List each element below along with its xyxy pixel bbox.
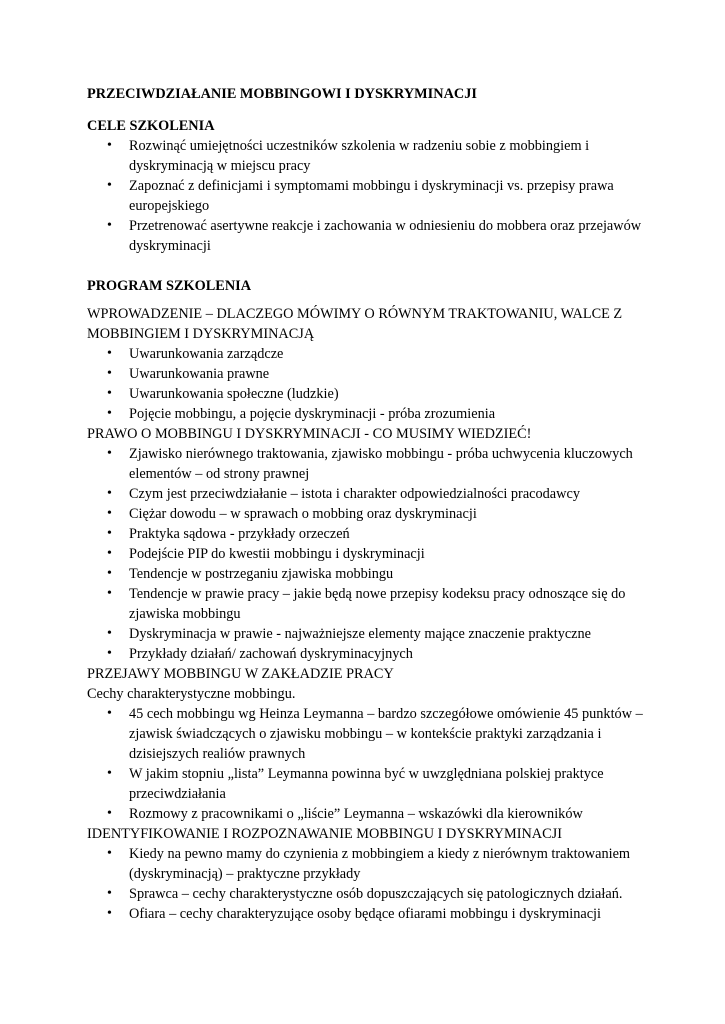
document-title: PRZECIWDZIAŁANIE MOBBINGOWI I DYSKRYMINACJI bbox=[87, 86, 477, 102]
list-item: • Dyskryminacja w prawie - najważniejsze elementy mające znaczenie praktyczne bbox=[87, 624, 657, 644]
section-note-manifestations: Cechy charakterystyczne mobbingu. bbox=[87, 686, 296, 702]
section-title-manifestations: PRZEJAWY MOBBINGU W ZAKŁADZIE PRACY bbox=[87, 666, 394, 682]
introduction-list bbox=[87, 344, 657, 424]
list-item: • Podejście PIP do kwestii mobbingu i dyskryminacji bbox=[87, 544, 657, 564]
list-item: • W jakim stopniu „lista” Leymanna powinna być w uwzględniana polskiej praktyce przeciwdziałania bbox=[87, 764, 657, 804]
list-item: • Rozmowy z pracownikami o „liście” Leymanna – wskazówki dla kierowników bbox=[87, 804, 657, 824]
list-item: • Uwarunkowania prawne bbox=[87, 364, 657, 384]
law-list bbox=[87, 444, 657, 664]
list-item: • Uwarunkowania społeczne (ludzkie) bbox=[87, 384, 657, 404]
list-item: • Uwarunkowania zarządcze bbox=[87, 344, 657, 364]
list-item: • 45 cech mobbingu wg Heinza Leymanna – bardzo szczegółowe omówienie 45 punktów – zjawisk świadczących o zjawisku mobbingu – w kontekście praktyki zarządzania i dzisiejszych realiów prawnych bbox=[87, 704, 657, 764]
list-item: • Ciężar dowodu – w sprawach o mobbing oraz dyskryminacji bbox=[87, 504, 657, 524]
list-item: • Tendencje w prawie pracy – jakie będą nowe przepisy kodeksu pracy odnoszące się do zjawiska mobbingu bbox=[87, 584, 657, 624]
goals-heading: CELE SZKOLENIA bbox=[87, 118, 215, 134]
program-heading: PROGRAM SZKOLENIA bbox=[87, 278, 252, 294]
list-item: • Rozwinąć umiejętności uczestników szkolenia w radzeniu sobie z mobbingiem i dyskryminacją w miejscu pracy bbox=[87, 136, 657, 176]
list-item: • Kiedy na pewno mamy do czynienia z mobbingiem a kiedy z nierównym traktowaniem (dyskryminacją) – praktyczne przykłady bbox=[87, 844, 657, 884]
goals-list bbox=[87, 136, 657, 256]
list-item: • Sprawca – cechy charakterystyczne osób dopuszczających się patologicznych działań. bbox=[87, 884, 657, 904]
list-item: • Ofiara – cechy charakteryzujące osoby będące ofiarami mobbingu i dyskryminacji bbox=[87, 904, 657, 924]
section-title-law: PRAWO O MOBBINGU I DYSKRYMINACJI - CO MUSIMY WIEDZIEĆ! bbox=[87, 426, 532, 442]
list-item: • Tendencje w postrzeganiu zjawiska mobbingu bbox=[87, 564, 657, 584]
list-item: • Praktyka sądowa - przykłady orzeczeń bbox=[87, 524, 657, 544]
identification-list bbox=[87, 844, 657, 924]
manifestations-list bbox=[87, 704, 657, 824]
document-page bbox=[87, 84, 657, 924]
section-title-introduction: WPROWADZENIE – DLACZEGO MÓWIMY O RÓWNYM TRAKTOWANIU, WALCE Z MOBBINGIEM I DYSKRYMINACJĄ bbox=[87, 306, 623, 342]
section-title-identification: IDENTYFIKOWANIE I ROZPOZNAWANIE MOBBINGU I DYSKRYMINACJI bbox=[87, 826, 562, 842]
list-item: • Czym jest przeciwdziałanie – istota i charakter odpowiedzialności pracodawcy bbox=[87, 484, 657, 504]
list-item: • Zapoznać z definicjami i symptomami mobbingu i dyskryminacji vs. przepisy prawa europejskiego bbox=[87, 176, 657, 216]
list-item: • Przykłady działań/ zachowań dyskryminacyjnych bbox=[87, 644, 657, 664]
goals-section bbox=[87, 116, 657, 256]
list-item: • Przetrenować asertywne reakcje i zachowania w odniesieniu do mobbera oraz przejawów dyskryminacji bbox=[87, 216, 657, 256]
program-section bbox=[87, 276, 657, 924]
list-item: • Zjawisko nierównego traktowania, zjawisko mobbingu - próba uchwycenia kluczowych elementów – od strony prawnej bbox=[87, 444, 657, 484]
list-item: • Pojęcie mobbingu, a pojęcie dyskryminacji - próba zrozumienia bbox=[87, 404, 657, 424]
